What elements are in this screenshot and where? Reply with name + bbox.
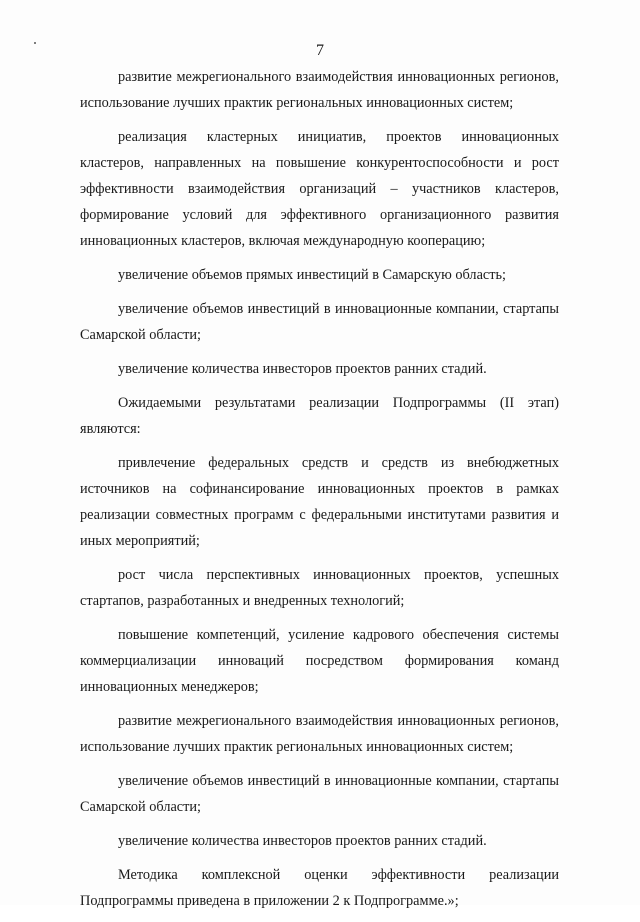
paragraph: увеличение объемов прямых инвестиций в Самарскую область; — [118, 267, 506, 283]
paragraph: увеличение объемов инвестиций в инновационные компании, стартапы Самарской области; — [80, 773, 559, 815]
paragraph: привлечение федеральных средств и средств из внебюджетных источников на софинансирование инновационных проектов в рамках реализации совместных программ с федеральными институтами развития и иных мероприятий; — [80, 455, 559, 549]
paragraph: развитие межрегионального взаимодействия инновационных регионов, использование лучших практик региональных инновационных систем; — [80, 69, 559, 111]
paragraph: увеличение объемов инвестиций в инновационные компании, стартапы Самарской области; — [80, 301, 559, 343]
paragraph: развитие межрегионального взаимодействия инновационных регионов, использование лучших практик региональных инновационных систем; — [80, 713, 559, 755]
paragraph: реализация кластерных инициатив, проектов инновационных кластеров, направленных на повышение конкурентоспособности и рост эффективности взаимодействия организаций – участников кластеров, формирование условий для эффективного организационного развития инновационных кластеров, включая международную кооперацию; — [80, 129, 559, 249]
paragraph: Ожидаемыми результатами реализации Подпрограммы (II этап) являются: — [80, 395, 559, 437]
body-text — [80, 64, 559, 922]
paragraph: повышение компетенций, усиление кадрового обеспечения системы коммерциализации инноваций посредством формирования команд инновационных менеджеров; — [80, 627, 559, 695]
paragraph: увеличение количества инвесторов проектов ранних стадий. — [118, 361, 487, 377]
paragraph: рост числа перспективных инновационных проектов, успешных стартапов, разработанных и внедренных технологий; — [80, 567, 559, 609]
paragraph: Методика комплексной оценки эффективности реализации Подпрограммы приведена в приложении 2 к Подпрограмме.»; — [80, 867, 559, 909]
paragraph: увеличение количества инвесторов проектов ранних стадий. — [118, 833, 487, 849]
page-number: 7 — [316, 42, 324, 59]
